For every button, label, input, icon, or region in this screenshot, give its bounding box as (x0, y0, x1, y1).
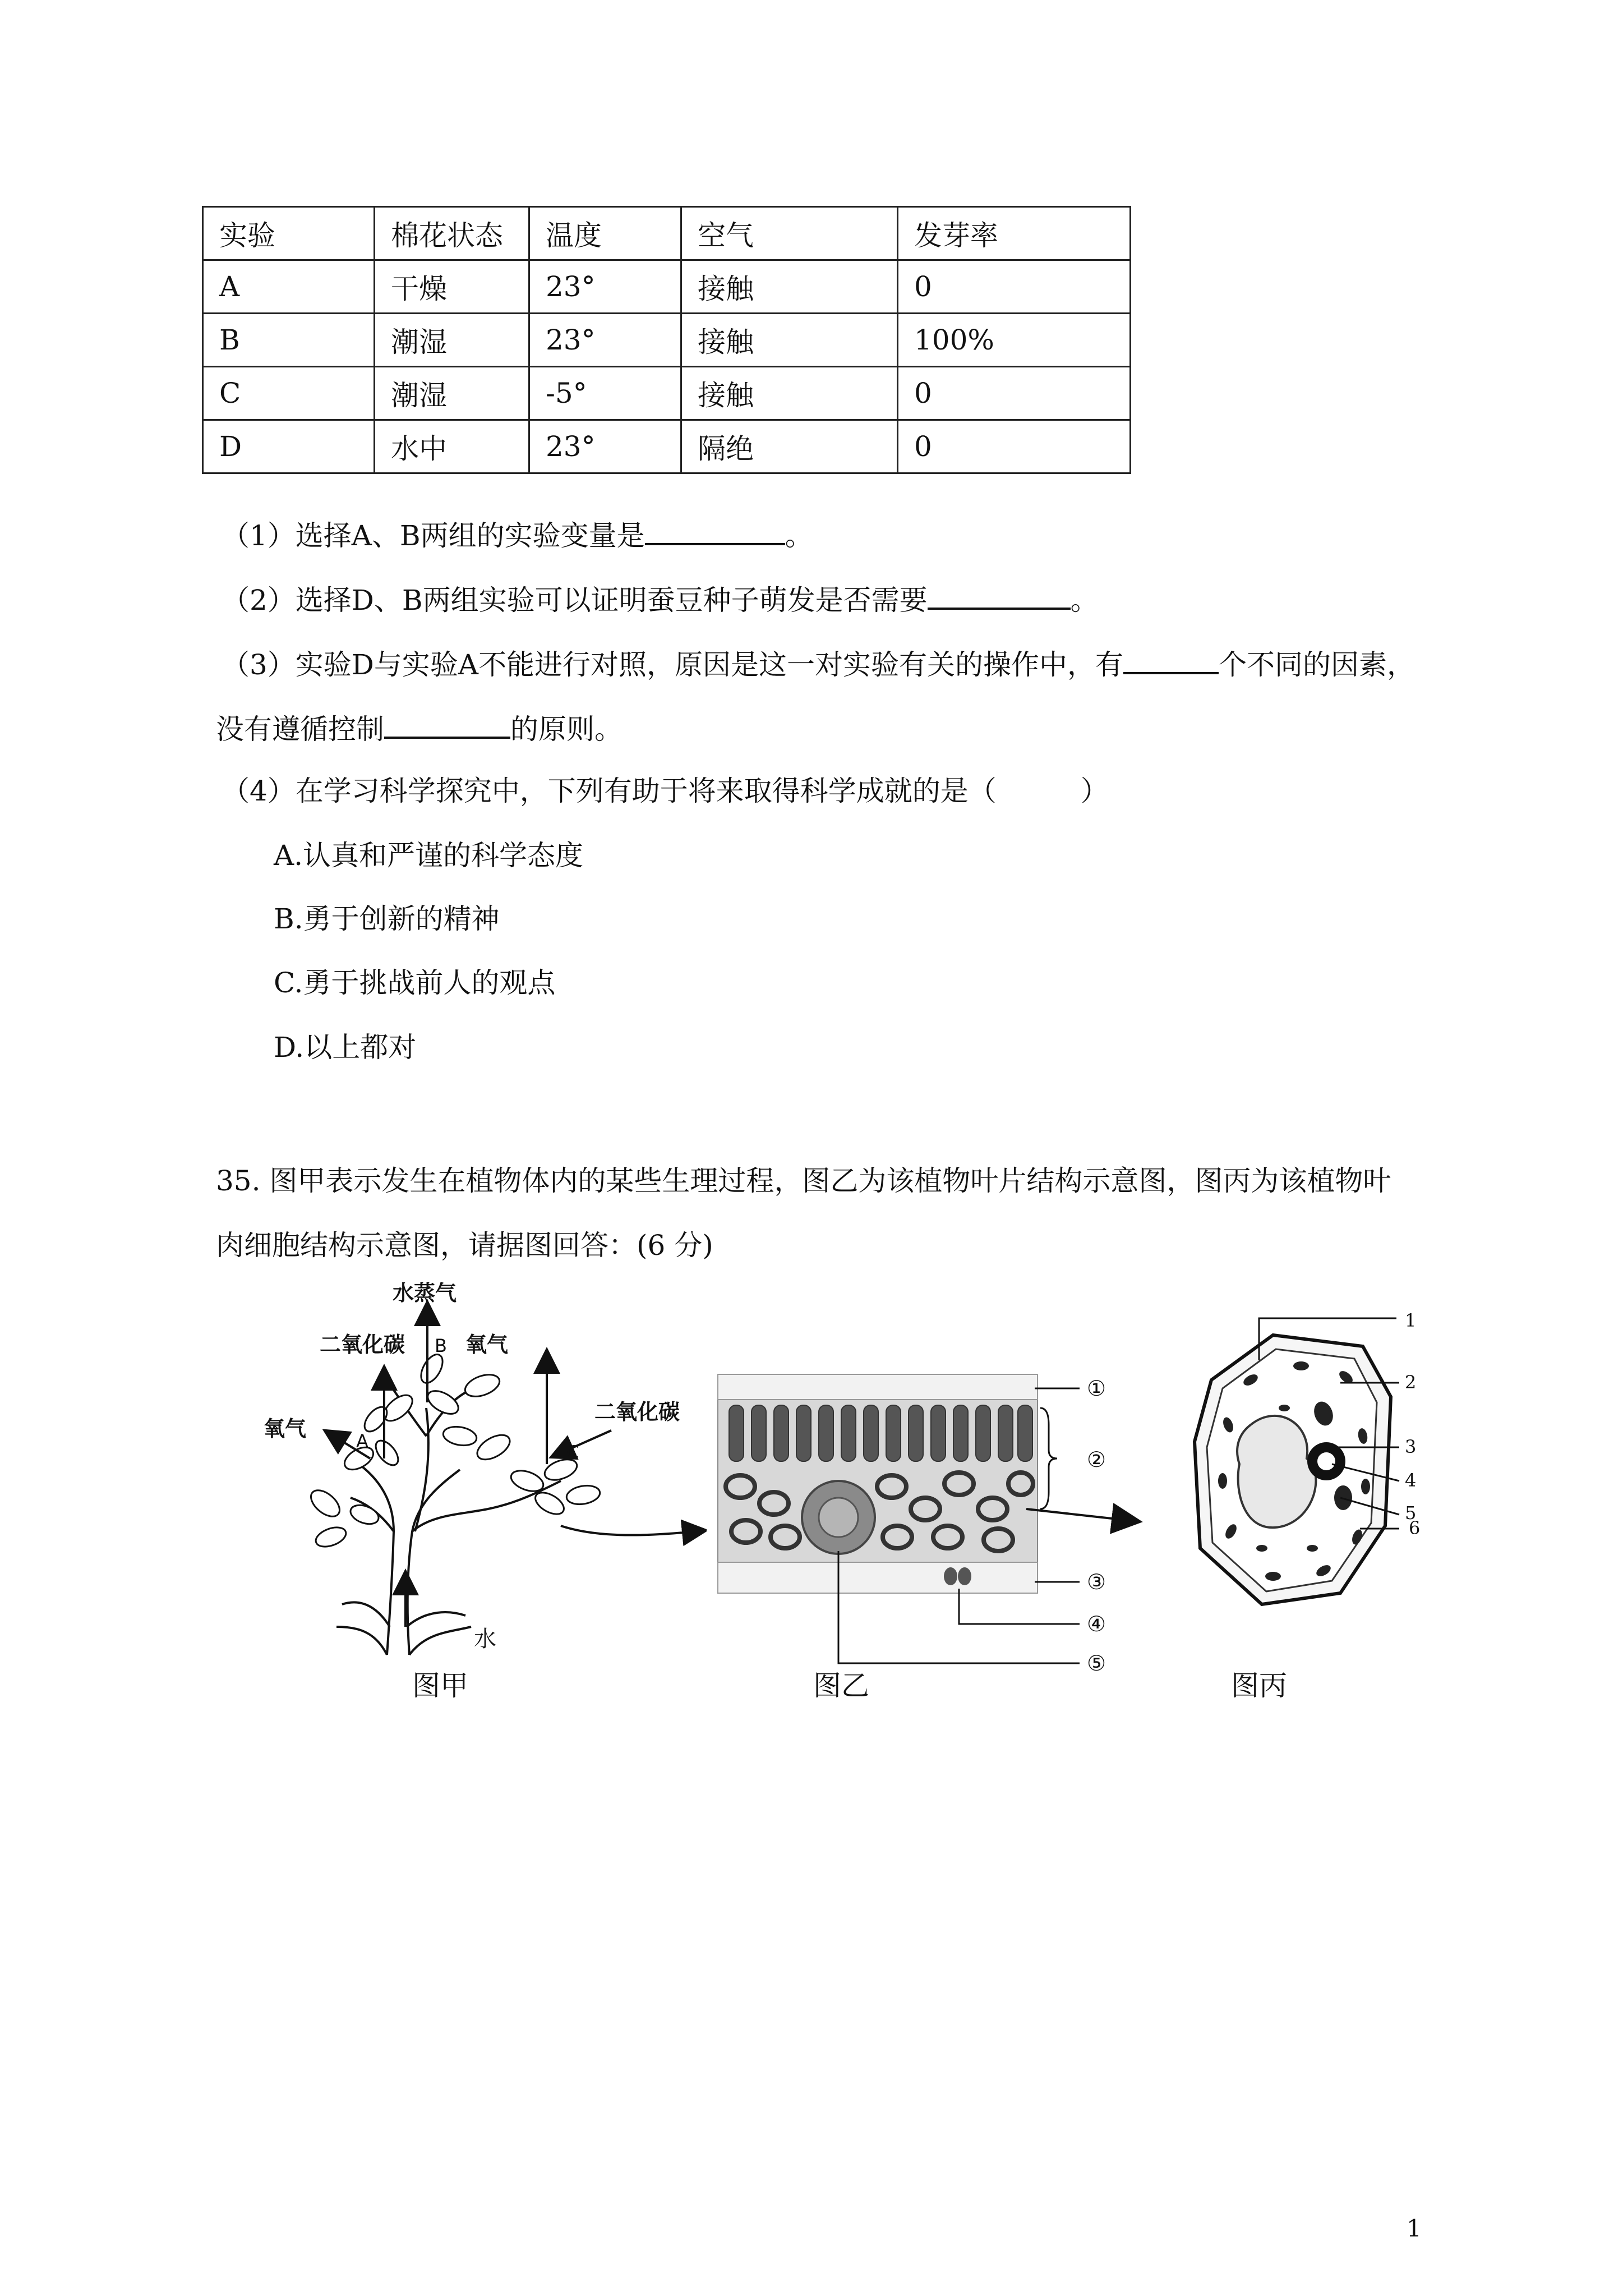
table-cell: 23° (529, 260, 681, 314)
table-row (203, 314, 1131, 367)
table-cell: 潮湿 (375, 314, 529, 367)
table-header-cell: 温度 (529, 207, 681, 260)
table-cell: 潮湿 (375, 367, 529, 420)
table-cell: 水中 (375, 420, 529, 473)
question-3b-text: 没有遵循控制 (216, 713, 384, 746)
answer-blank[interactable] (645, 516, 785, 545)
plant-diagram (247, 1268, 707, 1660)
question-3-end: 个不同的因素， (1219, 648, 1415, 681)
nucleolus (1317, 1452, 1335, 1470)
caption-yi: 图乙 (813, 1669, 869, 1702)
question-35-line1: 35. 图甲表示发生在植物体内的某些生理过程，图乙为该植物叶片结构示意图，图丙为该植物叶 (216, 1165, 1391, 1197)
label-4: 4 (1405, 1470, 1417, 1491)
label-5: 5 (1405, 1502, 1417, 1524)
label-b: B (435, 1335, 447, 1356)
option-c: C.勇于挑战前人的观点 (274, 967, 556, 999)
table-cell: B (203, 314, 375, 367)
table-cell: 干燥 (375, 260, 529, 314)
question-1 (222, 516, 813, 553)
answer-blank[interactable] (928, 581, 1071, 610)
question-1-end: 。 (785, 519, 813, 552)
option-d: D.以上都对 (274, 1031, 417, 1064)
table-cell: -5° (529, 367, 681, 420)
caption-bing: 图丙 (1231, 1669, 1287, 1702)
table-cell: 隔绝 (681, 420, 898, 473)
experiment-table (202, 206, 1131, 474)
table-cell: 23° (529, 314, 681, 367)
label-o2-right: 氧气 (465, 1332, 509, 1357)
arrow-to-leaf (561, 1526, 695, 1535)
label-c: C (566, 1442, 579, 1463)
process-arrows (334, 1313, 695, 1627)
leaf-cross-section-diagram (712, 1369, 1155, 1694)
answer-blank[interactable] (1123, 645, 1219, 674)
label-6: 6 (1409, 1517, 1421, 1539)
question-35-line2: 肉细胞结构示意图，请据图回答：(6 分) (216, 1229, 713, 1262)
question-3b-end: 的原则。 (510, 713, 623, 746)
label-2: 2 (1405, 1372, 1417, 1393)
leaves (306, 1351, 601, 1550)
table-cell: C (203, 367, 375, 420)
table-cell: 接触 (681, 260, 898, 314)
table-cell: 0 (898, 367, 1131, 420)
question-2 (222, 581, 1099, 617)
label-3: ③ (1087, 1570, 1106, 1594)
table-cell: A (203, 260, 375, 314)
question-4: （4）在学习科学探究中，下列有助于将来取得科学成就的是（ ） (222, 775, 1109, 807)
page-number: 1 (1407, 2215, 1422, 2242)
table-row (203, 260, 1131, 314)
label-water-vapor: 水蒸气 (393, 1281, 457, 1305)
label-1: 1 (1405, 1313, 1417, 1331)
table-cell: 0 (898, 420, 1131, 473)
label-water: 水 (474, 1626, 496, 1652)
answer-blank[interactable] (384, 710, 510, 739)
caption-jia: 图甲 (412, 1669, 468, 1702)
table-row (203, 367, 1131, 420)
label-4: ④ (1087, 1612, 1106, 1636)
question-3-text: （3）实验D与实验A不能进行对照，原因是这一对实验有关的操作中，有 (222, 648, 1124, 681)
label-2: ② (1087, 1447, 1106, 1472)
table-cell: 接触 (681, 367, 898, 420)
option-a: A.认真和严谨的科学态度 (274, 839, 584, 872)
upper-epidermis (718, 1374, 1038, 1400)
table-header-cell: 实验 (203, 207, 375, 260)
question-1-text: （1）选择A、B两组的实验变量是 (222, 519, 645, 552)
question-3 (222, 645, 1415, 682)
lower-epidermis (718, 1562, 1038, 1593)
label-3: 3 (1405, 1436, 1417, 1457)
table-header-cell: 空气 (681, 207, 898, 260)
question-3-continued (216, 710, 623, 746)
table-cell: 接触 (681, 314, 898, 367)
table-header-cell: 发芽率 (898, 207, 1131, 260)
question-2-end: 。 (1070, 584, 1099, 616)
label-co2-right: 二氧化碳 (594, 1400, 680, 1424)
vein (802, 1481, 875, 1554)
arrow-to-cell (1026, 1509, 1127, 1520)
label-a: A (356, 1430, 368, 1452)
option-b: B.勇于创新的精神 (274, 903, 500, 935)
table-cell: 0 (898, 260, 1131, 314)
label-1: ① (1087, 1376, 1106, 1401)
table-cell: 23° (529, 420, 681, 473)
table-header-cell: 棉花状态 (375, 207, 529, 260)
label-5: ⑤ (1087, 1651, 1106, 1676)
question-2-text: （2）选择D、B两组实验可以证明蚕豆种子萌发是否需要 (222, 584, 928, 616)
table-header-row (203, 207, 1131, 260)
plant-cell-diagram (1178, 1313, 1458, 1627)
table-cell: D (203, 420, 375, 473)
table-cell: 100% (898, 314, 1131, 367)
table-row (203, 420, 1131, 473)
label-o2-left: 氧气 (264, 1416, 307, 1441)
label-co2-left: 二氧化碳 (320, 1332, 405, 1357)
